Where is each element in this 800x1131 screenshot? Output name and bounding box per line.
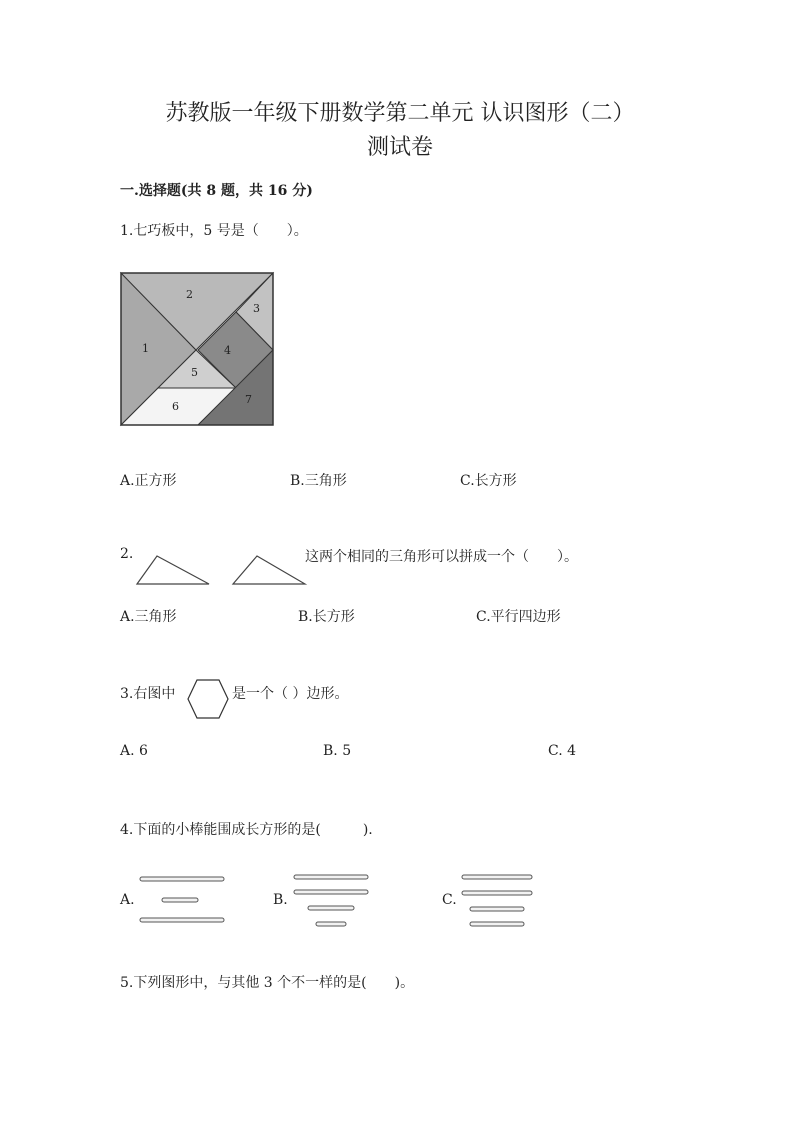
tangram-label-7: 7	[245, 393, 252, 406]
q1-option-a[interactable]: A.正方形	[120, 473, 177, 489]
q2-option-c[interactable]: C.平行四边形	[476, 609, 561, 625]
question-1-text: 1.七巧板中，5 号是（ ）。	[120, 223, 308, 239]
tangram-label-3: 3	[253, 302, 260, 315]
page-title: 苏教版一年级下册数学第二单元 认识图形（二）	[165, 101, 635, 126]
two-triangles-figure	[135, 553, 310, 587]
tangram-label-2: 2	[186, 288, 193, 301]
q4-option-c[interactable]: C.	[442, 892, 457, 908]
triangle-left	[137, 556, 209, 584]
q2-option-a[interactable]: A.三角形	[120, 609, 177, 625]
tangram-label-1: 1	[142, 342, 149, 355]
tangram-label-5: 5	[191, 366, 198, 379]
hexagon-shape	[188, 680, 228, 718]
tangram-figure	[118, 270, 278, 432]
question-3-prefix: 3.右图中	[120, 686, 176, 702]
q3-option-a[interactable]: A. 6	[120, 743, 148, 759]
question-4-text: 4.下面的小棒能围成长方形的是( ).	[120, 822, 373, 838]
q4-option-b[interactable]: B.	[273, 892, 288, 908]
question-3-suffix: 是一个（ ）边形。	[232, 686, 349, 702]
sticks-figure-a	[138, 874, 228, 926]
q2-option-b[interactable]: B.长方形	[298, 609, 355, 625]
question-2-text: 这两个相同的三角形可以拼成一个（ ）。	[305, 549, 578, 565]
tangram-label-6: 6	[172, 400, 179, 413]
q4-option-a[interactable]: A.	[120, 892, 135, 908]
page-subtitle: 测试卷	[366, 135, 433, 160]
q1-option-c[interactable]: C.长方形	[460, 473, 517, 489]
q3-option-b[interactable]: B. 5	[323, 743, 352, 759]
question-5-text: 5.下列图形中，与其他 3 个不一样的是( )。	[120, 975, 415, 991]
triangle-right	[233, 556, 305, 584]
q3-option-c[interactable]: C. 4	[548, 743, 577, 759]
sticks-figure-c	[460, 872, 536, 930]
hexagon-figure	[186, 678, 230, 720]
section-heading: 一.选择题(共 8 题，共 16 分)	[120, 183, 313, 199]
question-2-number: 2.	[120, 546, 134, 562]
tangram-label-4: 4	[224, 344, 231, 357]
q1-option-b[interactable]: B.三角形	[290, 473, 347, 489]
sticks-figure-b	[292, 872, 372, 930]
